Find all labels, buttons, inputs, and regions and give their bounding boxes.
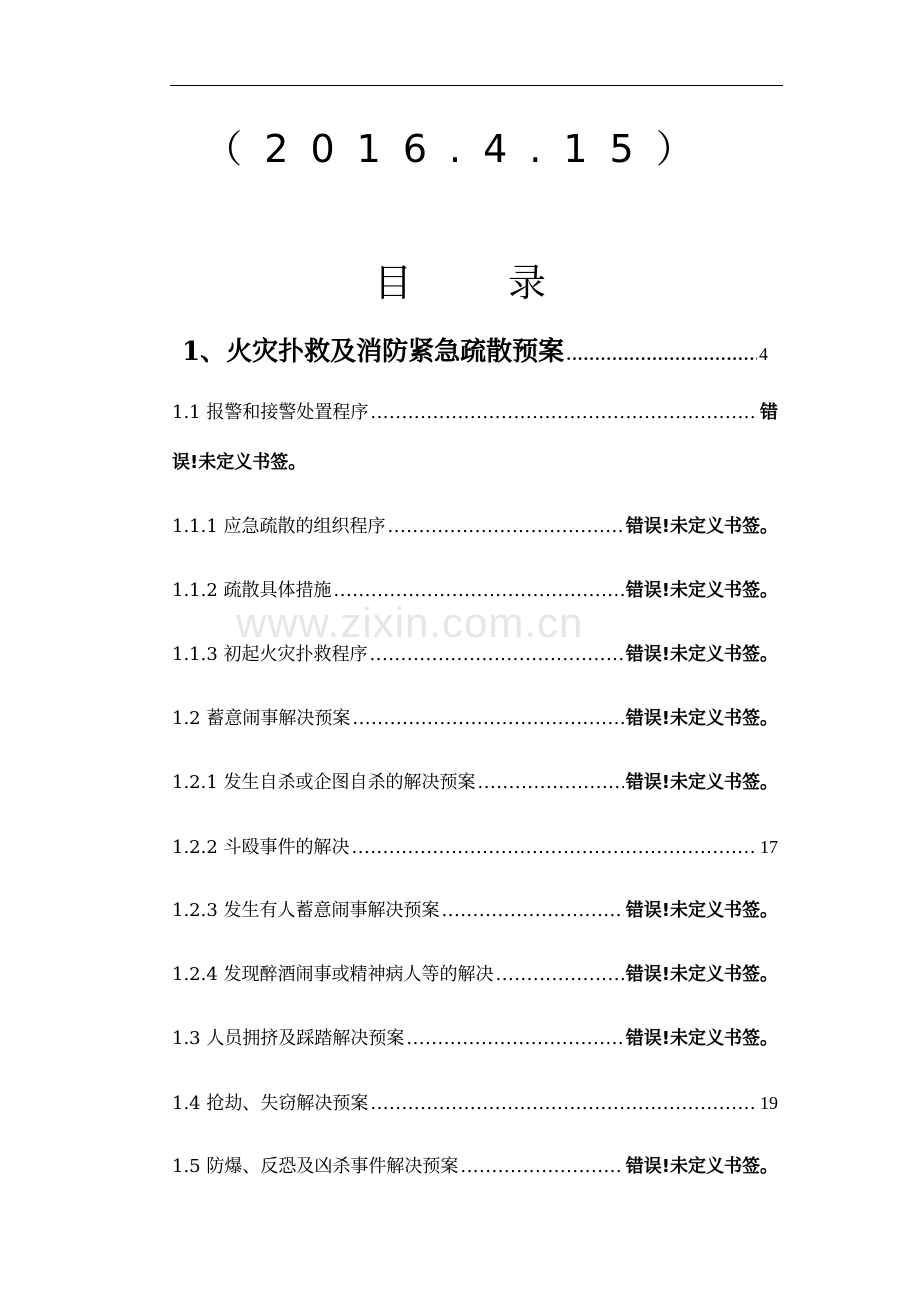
- leader-dots: [566, 339, 757, 371]
- toc-entry[interactable]: [172, 964, 778, 986]
- toc-entry[interactable]: [172, 900, 778, 922]
- toc-label: 1.2.4 发现醉酒闹事或精神病人等的解决: [172, 964, 494, 985]
- toc-page-continued: 误!未定义书签。: [172, 452, 307, 473]
- toc-page: 错误!未定义书签。: [625, 580, 778, 601]
- leader-dots: [352, 837, 758, 859]
- leader-dots: [370, 402, 758, 424]
- toc-entry[interactable]: [172, 580, 778, 602]
- toc-entry[interactable]: [172, 1028, 778, 1050]
- toc-title: [0, 252, 920, 307]
- toc-label: 1.2 蓄意闹事解决预案: [172, 708, 351, 729]
- toc-entry[interactable]: [172, 1156, 778, 1178]
- toc-page: 错误!未定义书签。: [625, 900, 778, 921]
- toc-entry[interactable]: [172, 402, 778, 424]
- toc-page: 错: [760, 402, 778, 423]
- toc-entry[interactable]: [182, 336, 768, 371]
- leader-dots: [442, 900, 624, 922]
- toc-entry[interactable]: [172, 836, 778, 859]
- leader-dots: [460, 1156, 623, 1178]
- leader-dots: [370, 1093, 758, 1115]
- leader-dots: [496, 964, 624, 986]
- header-rule: [170, 85, 783, 86]
- leader-dots: [352, 708, 623, 730]
- toc-page: 4: [759, 344, 768, 364]
- toc-label: 1.1.3 初起火灾扑救程序: [172, 644, 368, 665]
- toc-entry[interactable]: [172, 1092, 778, 1115]
- toc-entry[interactable]: [172, 708, 778, 730]
- title-char: 目: [373, 261, 412, 305]
- toc-page: 错误!未定义书签。: [625, 516, 778, 537]
- leader-dots: [334, 580, 624, 602]
- toc-label: 1.1.2 疏散具体措施: [172, 580, 332, 601]
- toc-entry[interactable]: [172, 772, 778, 794]
- leader-dots: [478, 772, 624, 794]
- toc-label: 1.4 抢劫、失窃解决预案: [172, 1093, 369, 1114]
- toc-label: 1、火灾扑救及消防紧急疏散预案: [182, 337, 565, 367]
- toc-page: 17: [760, 837, 778, 857]
- toc-page: 错误!未定义书签。: [625, 708, 778, 729]
- toc-label: 1.1 报警和接警处置程序: [172, 402, 369, 423]
- leader-dots: [406, 1028, 623, 1050]
- leader-dots: [370, 644, 624, 666]
- toc-label: 1.2.2 斗殴事件的解决: [172, 837, 350, 858]
- leader-dots: [388, 516, 624, 538]
- toc-entry[interactable]: [172, 644, 778, 666]
- toc-label: 1.2.3 发生有人蓄意闹事解决预案: [172, 900, 440, 921]
- toc-label: 1.1.1 应急疏散的组织程序: [172, 516, 386, 537]
- toc-label: 1.3 人员拥挤及踩踏解决预案: [172, 1028, 405, 1049]
- toc-page: 错误!未定义书签。: [625, 1028, 778, 1049]
- toc-entry[interactable]: [172, 516, 778, 538]
- toc-label: 1.5 防爆、反恐及凶杀事件解决预案: [172, 1156, 459, 1177]
- toc-page: 错误!未定义书签。: [625, 1156, 778, 1177]
- toc-page: 19: [760, 1093, 778, 1113]
- toc-page: 错误!未定义书签。: [625, 644, 778, 665]
- toc-page: 错误!未定义书签。: [625, 964, 778, 985]
- watermark: www.zixin.com.cn: [236, 599, 584, 646]
- toc-page: 错误!未定义书签。: [625, 772, 778, 793]
- document-date: （2016.4.15）: [204, 127, 716, 171]
- toc-label: 1.2.1 发生自杀或企图自杀的解决预案: [172, 772, 476, 793]
- title-char: 录: [508, 261, 547, 305]
